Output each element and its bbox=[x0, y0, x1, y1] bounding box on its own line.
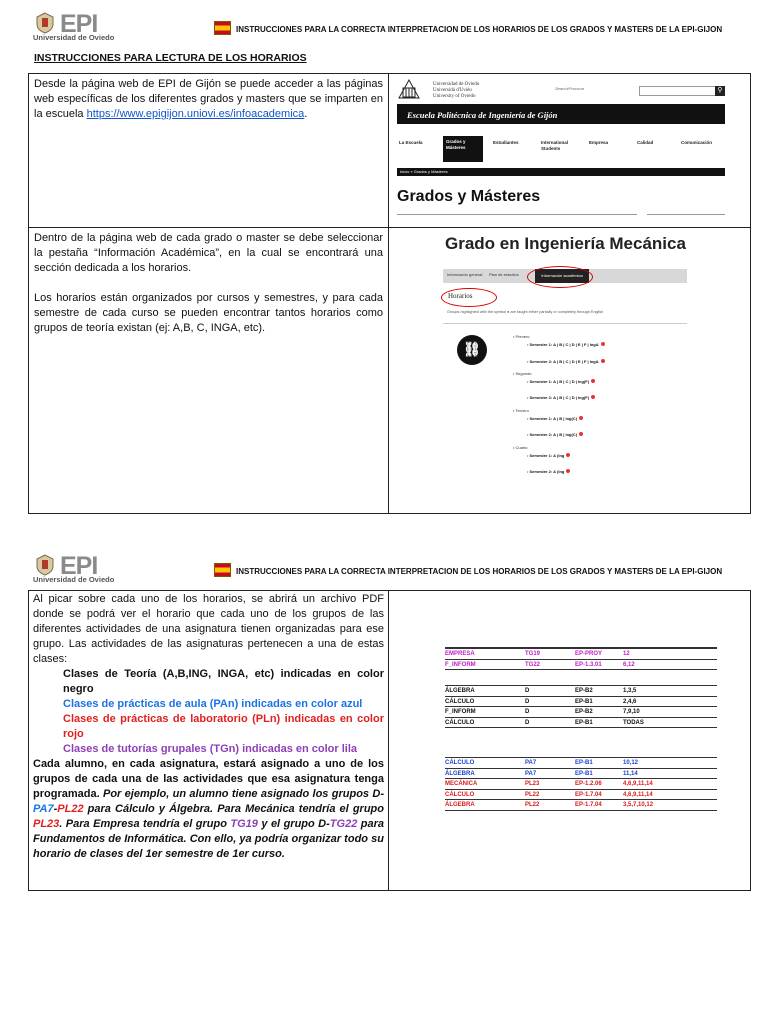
page-header bbox=[0, 542, 768, 586]
table-cell bbox=[29, 228, 389, 514]
schedule-cell: 11,14 bbox=[623, 770, 638, 777]
semester-link[interactable]: • Semestre 2: A | B | C | D | E | F | IngA bbox=[527, 359, 605, 364]
schedule-cell: EP-B1 bbox=[575, 760, 593, 766]
horarios-heading: Horarios bbox=[448, 292, 473, 300]
header-title: INSTRUCCIONES PARA LA CORRECTA INTERPRETACION DE LOS HORARIOS DE LOS GRADOS Y MASTERS DE LA EPI-GIJON bbox=[236, 567, 723, 576]
legend-lab: Clases de prácticas de laboratorio (PLn) indicadas en color rojo bbox=[63, 713, 384, 740]
schedule-cell: EP-B1 bbox=[575, 770, 593, 777]
nav-item-comunicacion[interactable]: Comunicación bbox=[681, 140, 713, 145]
schedule-cell: CÁLCULO bbox=[445, 719, 475, 726]
curso-label: • Segundo bbox=[513, 371, 532, 376]
tab-plan-estudios[interactable]: Plan de estudios bbox=[489, 272, 519, 277]
schedule-cell: 12 bbox=[623, 651, 630, 657]
schedule-cell: EP-1.7.04 bbox=[575, 791, 602, 798]
schedule-cell: D bbox=[525, 688, 530, 694]
website-screenshot-2 bbox=[389, 228, 750, 513]
university-names: Universidad de Oviedo Universidá d'Uviéu University of Oviedo bbox=[433, 82, 480, 99]
table-cell bbox=[389, 74, 751, 228]
university-seal-icon bbox=[397, 78, 421, 100]
schedule-row bbox=[445, 649, 717, 660]
english-note: Groups highlighted with the symbol ● are taught either partially or completely through English bbox=[447, 310, 604, 314]
schedule-row bbox=[445, 697, 717, 708]
school-banner: Escuela Politécnica de Ingeniería de Gijón bbox=[397, 104, 725, 124]
schedule-cell: PL23 bbox=[525, 781, 540, 787]
schedule-excerpt bbox=[445, 647, 717, 811]
nav-item-empresa[interactable]: Empresa bbox=[589, 140, 609, 145]
schedule-cell: PA7 bbox=[525, 770, 537, 777]
legend-aula: Clases de prácticas de aula (PAn) indicadas en color azul bbox=[63, 698, 363, 710]
university-seal-icon bbox=[33, 12, 57, 34]
schedule-cell: 7,9,10 bbox=[623, 709, 640, 715]
semester-link[interactable]: • Semestre 1: A | B | C | D | Ing(F) bbox=[527, 379, 595, 384]
search-input[interactable] bbox=[639, 86, 724, 96]
schedule-row bbox=[445, 790, 717, 801]
schedule-cell: TG19 bbox=[525, 651, 541, 657]
tab-info-general[interactable]: Información general bbox=[447, 272, 483, 277]
epi-logo bbox=[33, 554, 113, 588]
schedule-cell: EP-PROY bbox=[575, 651, 603, 657]
schedule-cell: EP-1.3.01 bbox=[575, 661, 602, 668]
schedule-row bbox=[445, 758, 717, 769]
example-paragraph: Cada alumno, en cada asignatura, estará asignado a uno de los grupos de cada una de las actividades que esa asignatura tenga programada. Por ejemplo, un alumno tiene asignado los grupos D-PA7-PL22 para Cálculo y Álgebra. Para Mecánica tendría el grupo PL23. Para Empresa tendría el grupo TG19 y el grupo D-TG22 para Fundamentos de Informática. Con ello, ya podría organizar todo su horario de clases del 1er semestre de 1er curso. bbox=[33, 758, 385, 860]
page-heading: Grados y Másteres bbox=[397, 188, 541, 205]
table-cell bbox=[29, 591, 389, 891]
schedule-cell: ÁLGEBRA bbox=[445, 688, 475, 694]
highlight-circle bbox=[527, 266, 593, 288]
schedule-cell: EMPRESA bbox=[445, 651, 475, 657]
schedule-row bbox=[445, 660, 717, 671]
schedule-cell: 4,6,9,11,14 bbox=[623, 791, 653, 798]
logo-text: EPI bbox=[60, 10, 98, 38]
semester-link[interactable]: • Semestre 2: A (Ing bbox=[527, 469, 570, 474]
schedule-cell: TG22 bbox=[525, 661, 541, 668]
schedule-cell: 2,4,6 bbox=[623, 698, 637, 705]
schedule-cell: TODAS bbox=[623, 719, 644, 726]
page-2 bbox=[0, 542, 768, 902]
schedule-cell: D bbox=[525, 719, 530, 726]
schedule-row bbox=[445, 769, 717, 780]
divider bbox=[647, 214, 725, 215]
schedule-row bbox=[445, 707, 717, 718]
semester-link[interactable]: • Semestre 1: A | B | Ing(C) bbox=[527, 416, 583, 421]
schedule-cell: 6,12 bbox=[623, 661, 635, 668]
schedule-cell: CÁLCULO bbox=[445, 698, 475, 705]
schedule-cell: CÁLCULO bbox=[445, 791, 475, 798]
schedule-cell: 1,3,5 bbox=[623, 688, 637, 694]
nav-item-escuela[interactable]: La Escuela bbox=[399, 140, 423, 145]
semester-link[interactable]: • Semestre 1: A | B | C | D | E | F | IngA bbox=[527, 342, 605, 347]
row1-text: Desde la página web de EPI de Gijón se puede acceder a las páginas web específicas de los diferentes grados y masters que se imparten en la escuela https://www.epigijon.uniovi.es/infoacademica. bbox=[34, 78, 383, 120]
schedule-cell: EP-B1 bbox=[575, 698, 593, 705]
schedule-cell: PL22 bbox=[525, 802, 540, 808]
schedule-cell: F_INFORM bbox=[445, 661, 476, 668]
schedule-cell: 3,5,7,10,12 bbox=[623, 802, 654, 808]
spanish-flag-icon bbox=[214, 563, 231, 577]
row-gap bbox=[445, 728, 717, 758]
schedule-cell: CÁLCULO bbox=[445, 760, 475, 766]
section-title: INSTRUCCIONES PARA LECTURA DE LOS HORARIOS bbox=[34, 52, 307, 64]
schedule-cell: EP-B2 bbox=[575, 688, 593, 694]
schedule-row bbox=[445, 718, 717, 729]
table-cell bbox=[389, 228, 751, 514]
schedule-row bbox=[445, 686, 717, 697]
semester-link[interactable]: • Semestre 2: A | B | C | D | Ing(F) bbox=[527, 395, 595, 400]
table-row bbox=[29, 591, 751, 891]
logo-text: EPI bbox=[60, 552, 98, 580]
schedule-cell: PL22 bbox=[525, 791, 540, 798]
semester-link[interactable]: • Semestre 1: A (Ing bbox=[527, 453, 570, 458]
nav-item-estudiantes[interactable]: Estudiantes bbox=[493, 140, 519, 145]
breadcrumb: Inicio » Grados y Másteres bbox=[397, 168, 725, 176]
semester-link[interactable]: • Semestre 2: A | B | Ing(C) bbox=[527, 432, 583, 437]
instructions-table-2 bbox=[28, 590, 751, 891]
schedule-cell: EP-B2 bbox=[575, 709, 593, 715]
university-seal-icon bbox=[33, 554, 57, 576]
row-gap bbox=[445, 670, 717, 686]
legend-theory: Clases de Teoría (A,B,ING, INGA, etc) indicadas en color negro bbox=[63, 668, 384, 695]
divider bbox=[397, 214, 637, 215]
schedule-cell: ÁLGEBRA bbox=[445, 770, 475, 777]
schedule-cell: 10,12 bbox=[623, 760, 639, 766]
website-screenshot-1 bbox=[389, 74, 750, 227]
nav-item-grados[interactable]: Grados y Másteres bbox=[443, 136, 483, 162]
search-label: Search/Procurar bbox=[555, 86, 585, 91]
schedule-row bbox=[445, 800, 717, 811]
spanish-flag-icon bbox=[214, 21, 231, 35]
table-row bbox=[29, 228, 751, 514]
header-title: INSTRUCCIONES PARA LA CORRECTA INTERPRETACION DE LOS HORARIOS DE LOS GRADOS Y MASTERS DE LA EPI-GIJON bbox=[236, 25, 723, 34]
logo-subtitle: Universidad de Oviedo bbox=[33, 575, 115, 584]
schedule-cell: MECÁNICA bbox=[445, 781, 478, 787]
curso-label: • Primero bbox=[513, 334, 530, 339]
link-icon: ⛓ bbox=[457, 335, 487, 365]
schedule-cell: EP-1.2.06 bbox=[575, 781, 602, 787]
page-header bbox=[0, 0, 768, 44]
schedule-cell: EP-B1 bbox=[575, 719, 593, 726]
schedule-cell: F_INFORM bbox=[445, 709, 476, 715]
curso-label: • Tercero bbox=[513, 408, 529, 413]
instructions-table bbox=[28, 73, 751, 514]
highlight-circle bbox=[441, 288, 497, 307]
schedule-cell: ÁLGEBRA bbox=[445, 802, 475, 808]
logo-subtitle: Universidad de Oviedo bbox=[33, 33, 115, 42]
epi-logo bbox=[33, 12, 113, 46]
explanation-text: Al picar sobre cada uno de los horarios, se abrirá un archivo PDF donde se podrá ver el horario que cada uno de los grupos de las diferentes actividades de una asignatura tienen organizadas para ese grupo. Las actividades de las asignaturas pertenecen a una de estas clases: Clases de Teoría (A,B,ING, INGA, etc) indicadas en color negro Clases de prácticas de aula (PAn) indicadas en color azul Clases de prácticas de laboratorio (PLn) indicadas en color rojo Clases de tutorías grupales (TGn) indicadas en color lila Cada alumno, en cada asignatura, estará asignado a uno de los grupos de cada una de las actividades que esa asignatura tenga programada. Por ejemplo, un alumno tiene asignado los grupos D-PA7-PL22 para Cálculo y Álgebra. Para Mecánica tendría el grupo PL23. Para Empresa tendría el grupo TG19 y el grupo D-TG22 para Fundamentos de Informática. Con ello, ya podría organizar todo su horario de clases del 1er semestre de 1er curso. bbox=[33, 593, 385, 860]
nav-item-calidad[interactable]: Calidad bbox=[637, 140, 654, 145]
schedule-cell: D bbox=[525, 709, 530, 715]
search-icon[interactable]: ⚲ bbox=[715, 86, 725, 96]
schedule-cell: 4,6,9,11,14 bbox=[623, 781, 653, 787]
schedule-cell: D bbox=[525, 698, 530, 705]
nav-item-international[interactable]: International Students bbox=[541, 140, 569, 151]
table-cell bbox=[389, 591, 751, 891]
schedule-cell: EP-1.7.04 bbox=[575, 802, 602, 808]
tab-info-academica[interactable]: Información académica bbox=[535, 269, 589, 283]
table-row bbox=[29, 74, 751, 228]
schedule-cell: PA7 bbox=[525, 760, 537, 766]
degree-heading: Grado en Ingeniería Mecánica bbox=[445, 234, 686, 253]
infoacademica-link[interactable]: https://www.epigijon.uniovi.es/infoacademica bbox=[86, 108, 305, 120]
row2-text: Dentro de la página web de cada grado o master se debe seleccionar la pestaña “Información Académica”, en la cual se encontrará una sección dedicada a los horarios. Los horarios están organizados por cursos y semestres, y para cada semestre de cada curso se pueden encontrar tantos horarios como grupos de teoría existan (ej: A,B, C, INGA, etc). bbox=[34, 232, 383, 334]
legend-tutoria: Clases de tutorías grupales (TGn) indicadas en color lila bbox=[63, 743, 358, 755]
curso-label: • Cuarto bbox=[513, 445, 528, 450]
table-cell bbox=[29, 74, 389, 228]
schedule-row bbox=[445, 779, 717, 790]
